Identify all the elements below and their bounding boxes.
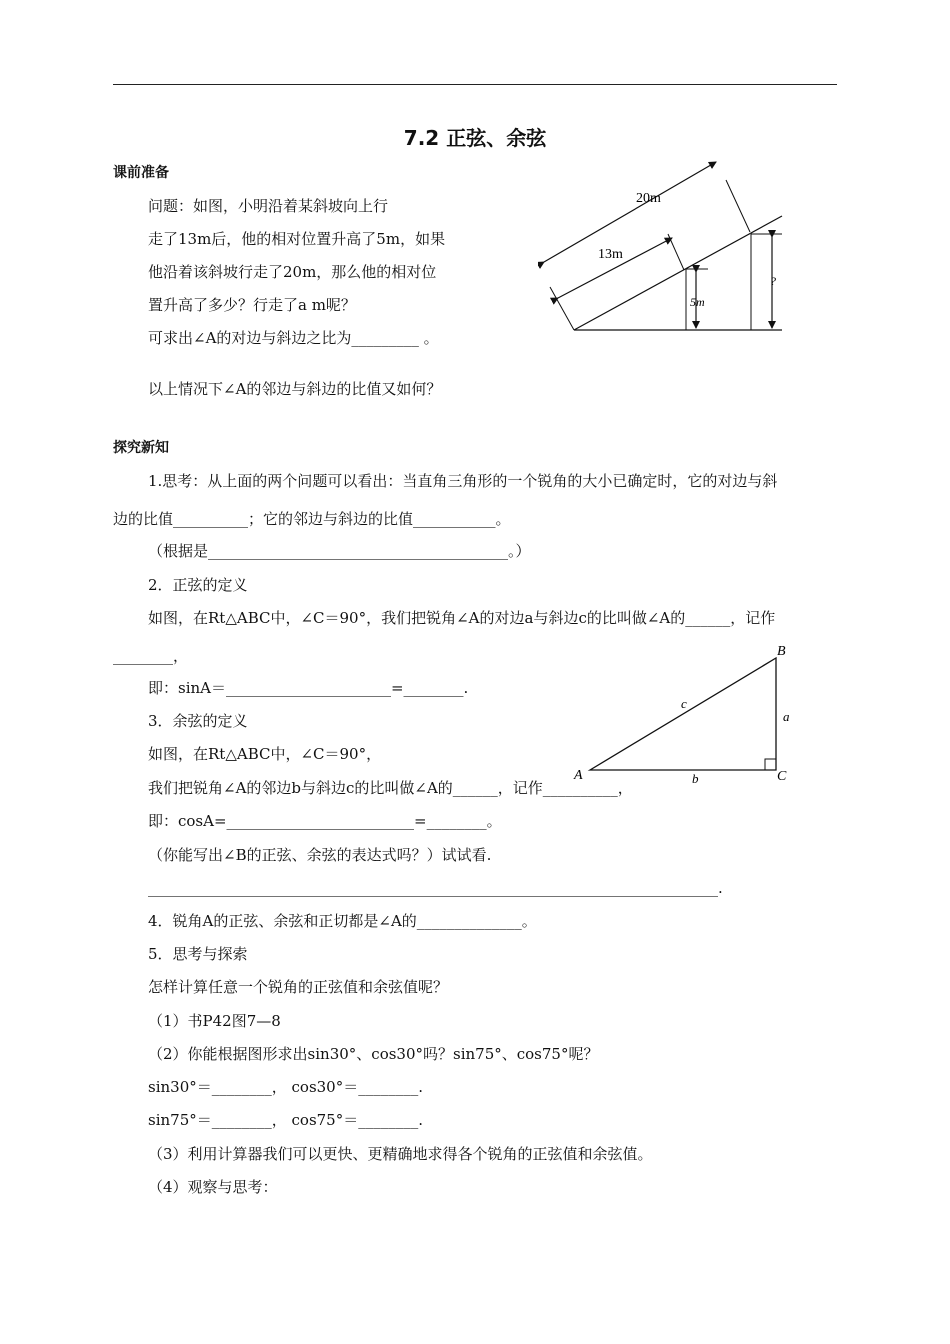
text-line: 3．余弦的定义 xyxy=(148,712,248,730)
text-line: （你能写出∠B的正弦、余弦的表达式吗？）试试看. xyxy=(148,846,492,864)
section-heading-preparation: 课前准备 xyxy=(113,165,169,181)
text-line: 怎样计算任意一个锐角的正弦值和余弦值呢？ xyxy=(148,978,449,996)
label-20m: 20m xyxy=(636,191,661,206)
label-5m: 5m xyxy=(690,295,705,309)
label-13m: 13m xyxy=(598,247,623,262)
header-rule xyxy=(113,84,837,85)
text-line: （2）你能根据图形求出sin30°、cos30°吗？sin75°、cos75°呢？ xyxy=(148,1045,599,1063)
label-question: ? xyxy=(770,274,776,288)
right-angle-mark xyxy=(765,759,776,770)
text-line: （4）观察与思考： xyxy=(148,1178,278,1196)
problem-line: 可求出∠A的对边与斜边之比为_________ 。 xyxy=(148,329,439,347)
problem-line: 他沿着该斜坡行走了20m，那么他的相对位 xyxy=(148,263,437,281)
problem-line: 置升高了多少？行走了a m呢？ xyxy=(148,296,356,314)
text-line: （3）利用计算器我们可以更快、更精确地求得各个锐角的正弦值和余弦值。 xyxy=(148,1145,653,1163)
text-line: 即：cosA=_________________________=________。 xyxy=(148,812,502,830)
text-line: sin75°＝________， cos75°＝________. xyxy=(148,1111,423,1129)
side-c-label: c xyxy=(681,696,687,711)
text-line: 2．正弦的定义 xyxy=(148,576,248,594)
text-line: （1）书P42图7—8 xyxy=(148,1012,281,1030)
text-line: 即：sinA＝______________________=________. xyxy=(148,679,469,697)
text-line: 边的比值__________；它的邻边与斜边的比值___________。 xyxy=(113,510,511,528)
right-triangle-figure xyxy=(566,638,806,788)
page-title: 7.2 正弦、余弦 xyxy=(403,126,547,150)
text-line: sin30°＝________， cos30°＝________. xyxy=(148,1078,423,1096)
vertex-c-label: C xyxy=(777,769,787,784)
text-line: ____________________________________________________________________________. xyxy=(148,879,723,897)
text-line: 4．锐角A的正弦、余弦和正切都是∠A的______________。 xyxy=(148,912,537,930)
vertex-b-label: B xyxy=(777,644,786,659)
text-line: 5．思考与探索 xyxy=(148,945,248,963)
text-line: 我们把锐角∠A的邻边b与斜边c的比叫做∠A的______，记作__________， xyxy=(148,779,633,797)
text-line: （根据是________________________________________。） xyxy=(148,542,531,560)
vertex-a-label: A xyxy=(574,768,583,783)
side-a-label: a xyxy=(783,709,790,724)
triangle xyxy=(590,658,776,770)
section-heading-explore: 探究新知 xyxy=(113,440,169,456)
text-line: 如图，在Rt△ABC中，∠C＝90°， xyxy=(148,745,382,763)
problem-line: 走了13m后，他的相对位置升高了5m，如果 xyxy=(148,230,446,248)
problem-line: 问题：如图，小明沿着某斜坡向上行 xyxy=(148,197,389,215)
slope-figure xyxy=(538,152,788,342)
text-line: 如图，在Rt△ABC中，∠C＝90°，我们把锐角∠A的对边a与斜边c的比叫做∠A的______，记作 xyxy=(148,609,776,627)
side-b-label: b xyxy=(692,771,699,786)
problem-line: 以上情况下∠A的邻边与斜边的比值又如何？ xyxy=(148,380,442,398)
text-line: ________， xyxy=(113,647,189,665)
arrow-20m xyxy=(544,162,716,262)
text-line: 1.思考：从上面的两个问题可以看出：当直角三角形的一个锐角的大小已确定时，它的对边与斜 xyxy=(148,472,778,490)
